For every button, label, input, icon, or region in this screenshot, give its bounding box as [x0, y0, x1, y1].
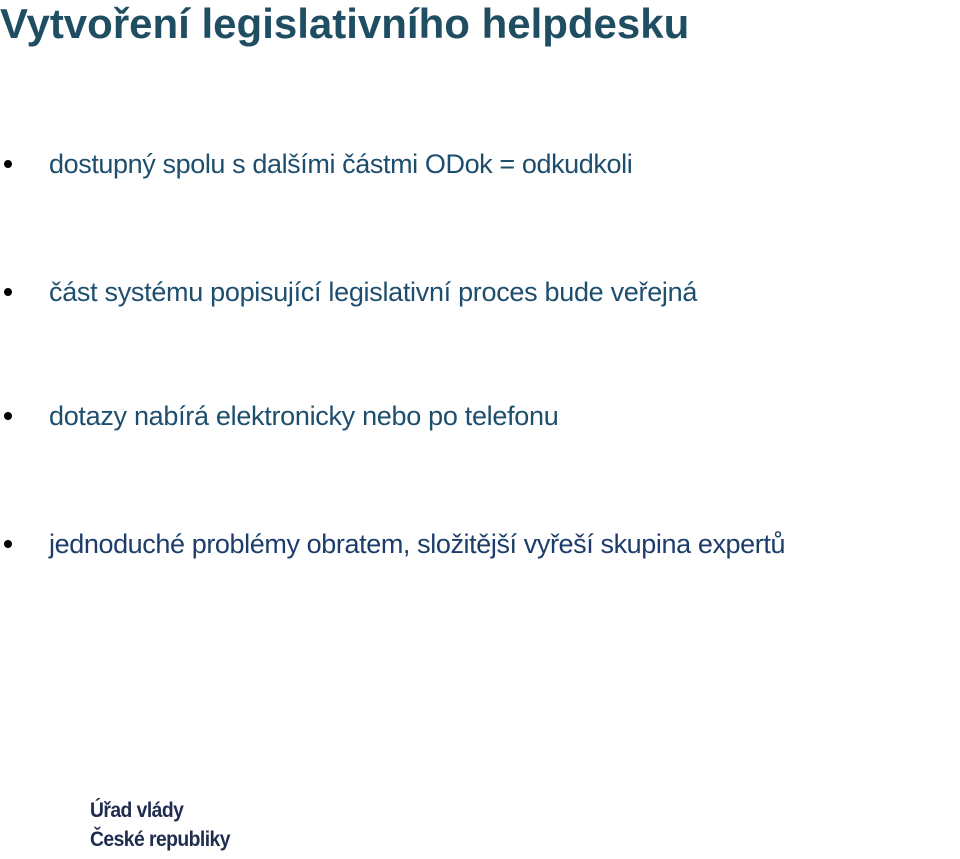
bullet-text: část systému popisující legislativní proces bude veřejná [49, 277, 698, 307]
bullet-dot-icon [4, 288, 12, 296]
bullet-text: dotazy nabírá elektronicky nebo po telefonu [49, 401, 559, 431]
slide-title: Vytvoření legislativního helpdesku [0, 0, 690, 47]
logo-line-1: Úřad vlády [90, 799, 184, 822]
bullet-dot-icon [4, 412, 12, 420]
bullet-text: jednoduché problémy obratem, složitější vyřeší skupina expertů [49, 529, 786, 559]
bullet-dot-icon [4, 160, 12, 168]
bullet-text: dostupný spolu s dalšími částmi ODok = odkudkoli [49, 149, 633, 179]
government-office-logo [90, 796, 230, 854]
bullet-dot-icon [4, 540, 12, 548]
logo-line-2: České republiky [90, 828, 230, 851]
